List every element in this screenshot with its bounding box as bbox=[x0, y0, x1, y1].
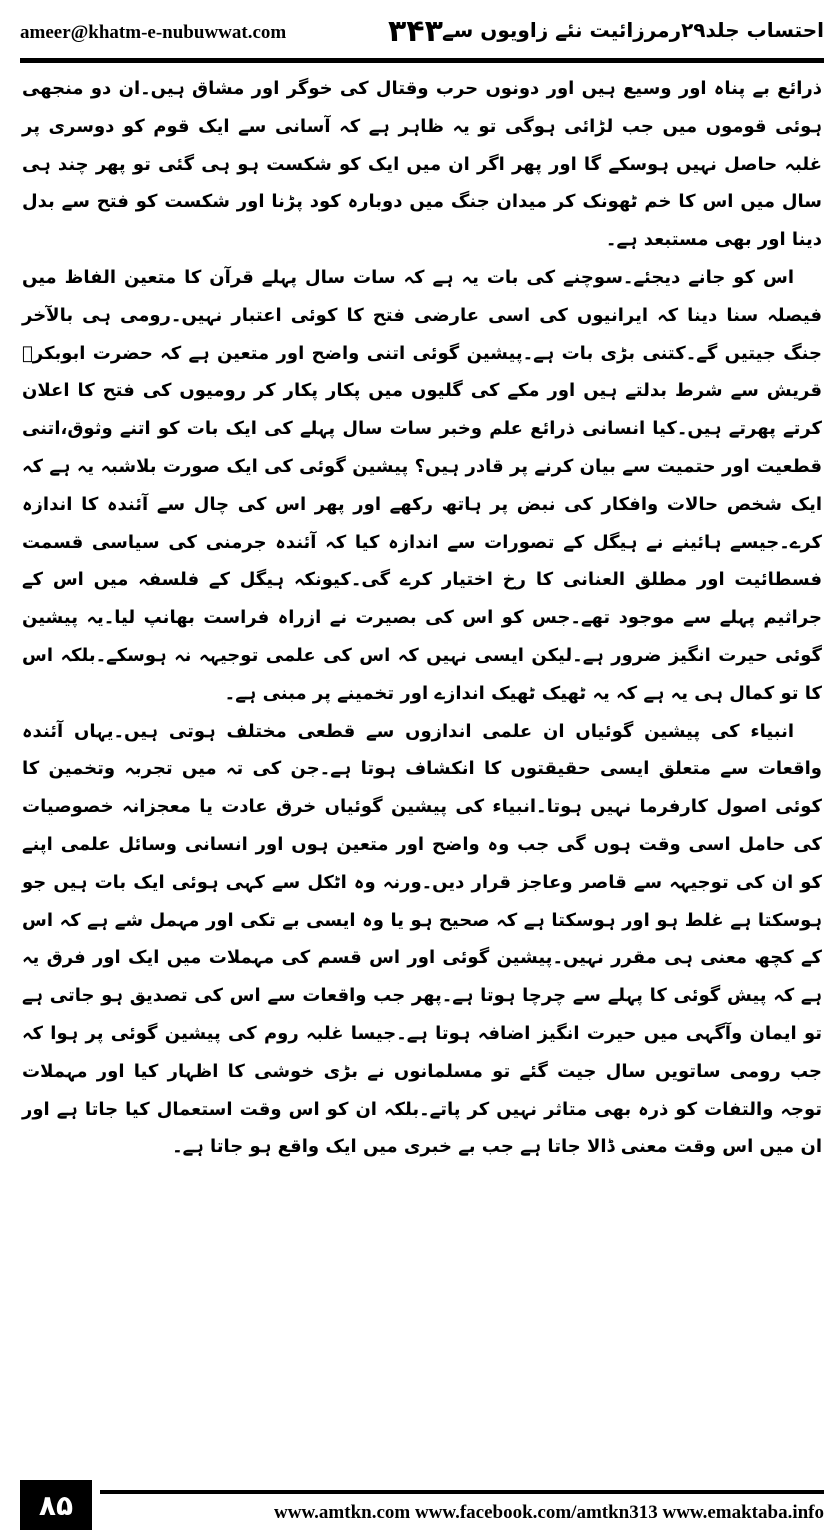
header-book-title: احتساب جلد۲۹رمرزائیت نئے زاویوں سے bbox=[441, 18, 824, 42]
paragraph: اس کو جانے دیجئے۔سوچنے کی بات یہ ہے کہ سات سال پہلے قرآن کا متعین الفاظ میں فیصلہ سنا دینا کہ ایرانیوں کی اسی عارضی فتح کا کوئی اعتبار نہیں۔رومی ہی بالآخر جنگ جیتیں گے۔کتنی بڑی بات ہے۔پیشین گوئی اتنی واضح اور متعین ہے کہ حضرت ابوبکرؓ قریش سے شرط بدلتے ہیں اور مکے کی گلیوں میں پکار پکار کر رومیوں کی فتح کا اعلان کرتے پھرتے ہیں۔کیا انسانی ذرائع علم وخبر سات سال پہلے کی ایک بات کو اتنے وثوق،اتنی قطعیت اور حتمیت سے بیان کرنے پر قادر ہیں؟ پیشین گوئی کی ایک صورت بلاشبہ یہ ہے کہ ایک شخص حالات وافکار کی نبض پر ہاتھ رکھے اور پھر اس کی چال سے آئندہ کا اندازہ کرے۔جیسے ہائینے نے ہیگل کے تصورات سے اندازہ کیا کہ آئندہ جرمنی کی سیاسی قسمت فسطائیت اور مطلق العنانی کا رخ اختیار کرے گی۔کیونکہ ہیگل کے فلسفہ میں اس کے جراثیم پہلے سے موجود تھے۔جس کو اس کی بصیرت نے ازراہ فراست بھانپ لیا۔یہ پیشین گوئی حیرت انگیز ضرور ہے۔لیکن ایسی نہیں کہ اس کی علمی توجیہہ نہ ہوسکے۔بلکہ اس کا تو کمال ہی یہ ہے کہ یہ ٹھیک ٹھیک اندازے اور تخمینے پر مبنی ہے۔ bbox=[22, 266, 822, 704]
footer-page-number: ۸۵ bbox=[20, 1480, 92, 1530]
paragraph: ذرائع بے پناہ اور وسیع ہیں اور دونوں حرب وقتال کی خوگر اور مشاق ہیں۔ان دو منجھی ہوئی قوموں میں جب لڑائی ہوگی تو یہ ظاہر ہے کہ آسانی سے ایک قوم کو دوسری پر غلبہ حاصل نہیں ہوسکے گا اور پھر اگر ان میں ایک کو شکست ہو ہی گئی تو پھر چند ہی سال میں اس کا خم ٹھونک کر میدان جنگ میں دوبارہ کود پڑنا اور شکست کو فتح سے بدل دینا اور بھی مستبعد ہے۔ bbox=[22, 78, 822, 251]
page-body bbox=[22, 70, 822, 1448]
header-email: ameer@khatm-e-nubuwwat.com bbox=[20, 22, 287, 43]
footer-divider bbox=[100, 1490, 824, 1494]
paragraph: انبیاء کی پیشین گوئیاں ان علمی اندازوں سے قطعی مختلف ہوتی ہیں۔یہاں آئندہ واقعات سے متعلق ایسی حقیقتوں کا انکشاف ہوتا ہے۔جن کی تہ میں تجربہ وتخمین کا کوئی اصول کارفرما نہیں ہوتا۔انبیاء کی پیشین گوئیاں خرق عادت یا معجزانہ خصوصیات کی حامل اسی وقت ہوں گی جب وہ واضح اور متعین ہوں اور انسانی وسائل علمی اپنے کو ان کی توجیہہ سے قاصر وعاجز قرار دیں۔ورنہ وہ اٹکل سے کہی ہوئی ایک بات ہیں جو ہوسکتا ہے غلط ہو اور ہوسکتا ہے کہ صحیح ہو یا وہ ایسی بے تکی اور مہمل شے ہے کہ اس کے کچھ معنی ہی مقرر نہیں۔پیشین گوئی اور اس قسم کی مہملات میں ایک اور فرق یہ ہے کہ پیش گوئی کا پہلے سے چرچا ہوتا ہے۔پھر جب واقعات سے اس کی تصدیق ہو جاتی ہے تو ایمان وآگہی میں حیرت انگیز اضافہ ہوتا ہے۔جیسا غلبہ روم کی پیشین گوئی پر ہوا کہ جب رومی ساتویں سال جیت گئے تو مسلمانوں نے بڑی خوشی کا اظہار کیا اور مہملات توجہ والتفات کو ذرہ بھی متاثر نہیں کر پاتے۔بلکہ ان کو اس وقت استعمال کیا جاتا ہے اور ان میں اس وقت معنی ڈالا جاتا ہے جب بے خبری میں ایک واقع ہو جاتا ہے۔ bbox=[22, 720, 822, 1158]
header-page-number: ۳۴۳ bbox=[388, 14, 443, 49]
footer-links[interactable]: www.amtkn.com www.facebook.com/amtkn313 www.emaktaba.info bbox=[274, 1502, 824, 1523]
page-header bbox=[20, 14, 824, 54]
header-divider bbox=[20, 58, 824, 63]
